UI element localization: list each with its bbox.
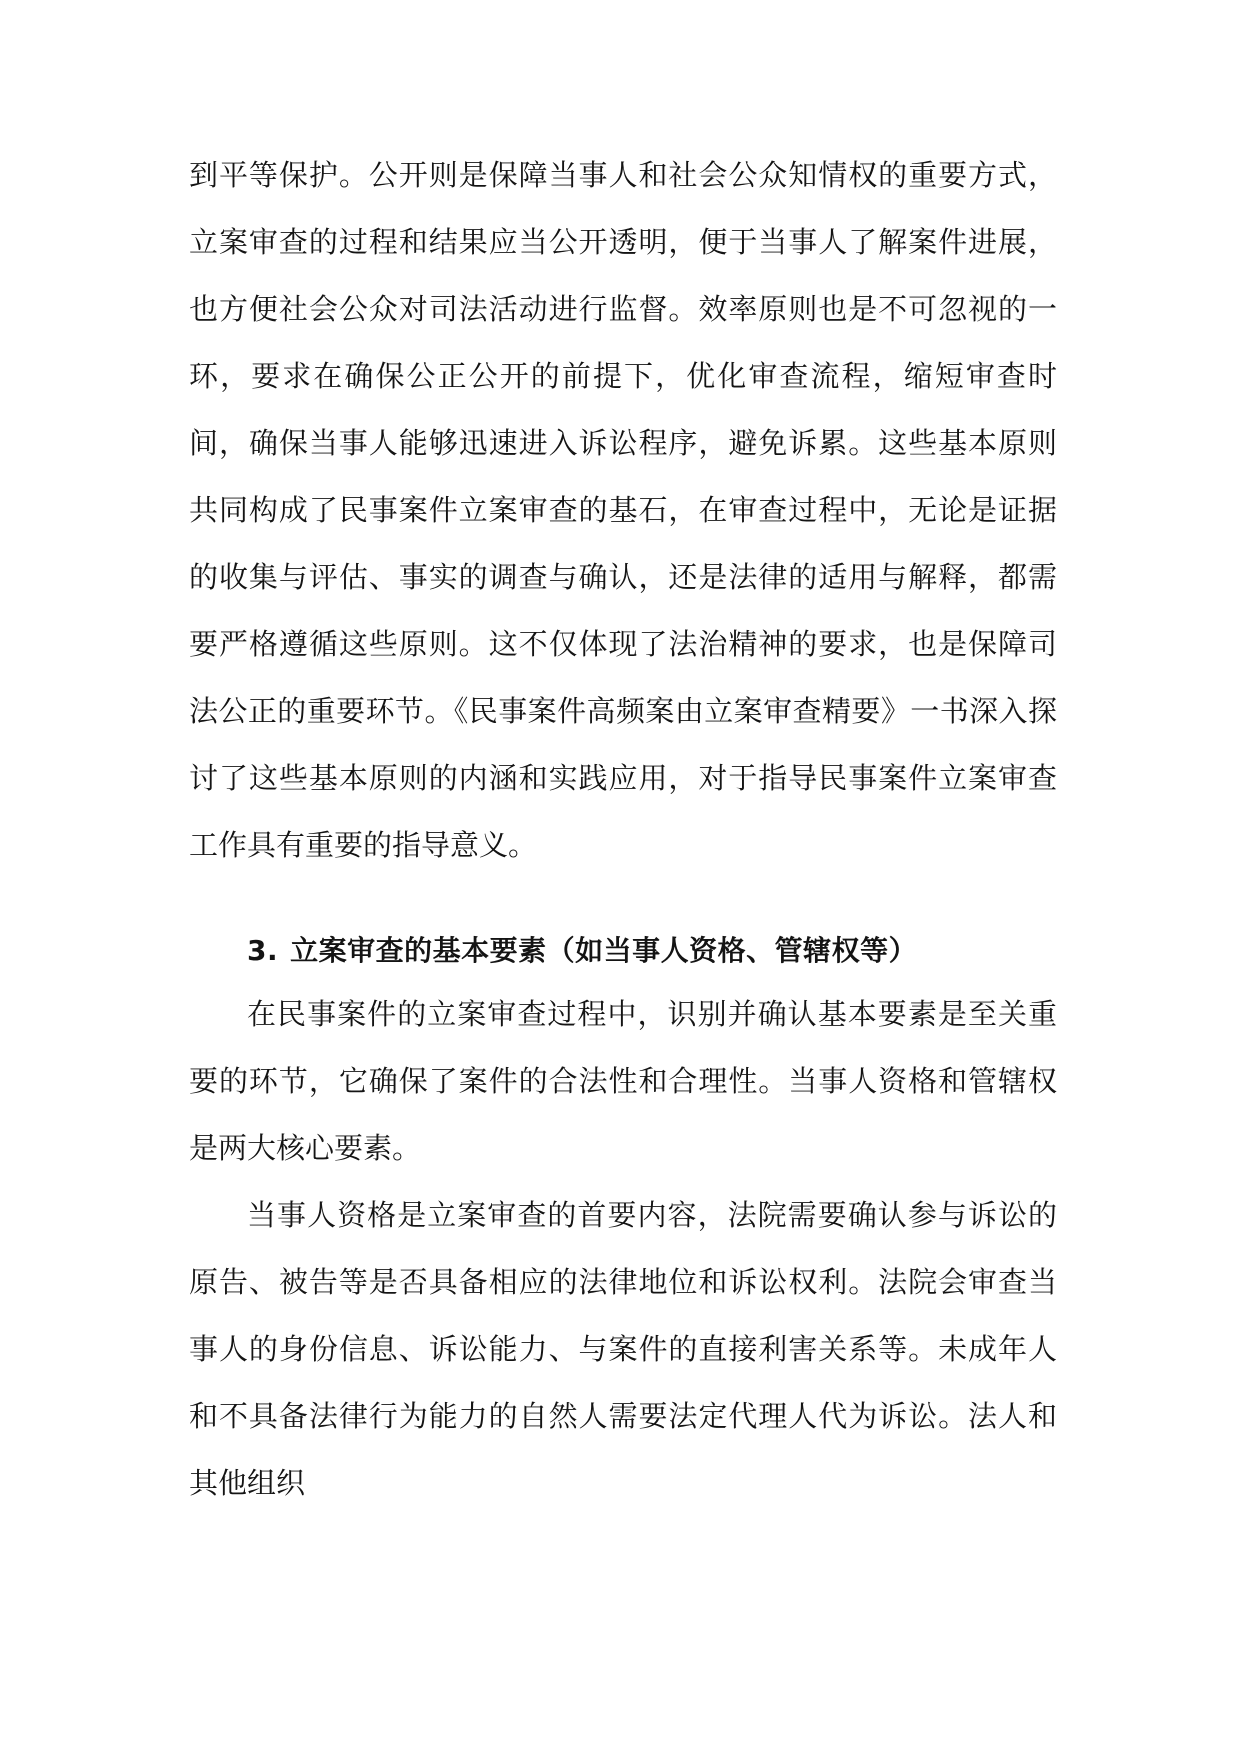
paragraph-elements-intro: 在民事案件的立案审查过程中，识别并确认基本要素是至关重要的环节，它确保了案件的合法性和合理性。当事人资格和管辖权是两大核心要素。	[189, 997, 1057, 1165]
paragraph-party-qualification: 当事人资格是立案审查的首要内容，法院需要确认参与诉讼的原告、被告等是否具备相应的法律地位和诉讼权利。法院会审查当事人的身份信息、诉讼能力、与案件的直接利害关系等。未成年人和不具备法律行为能力的自然人需要法定代理人代为诉讼。法人和其他组织	[189, 1198, 1057, 1500]
section-title: 立案审查的基本要素（如当事人资格、管辖权等）	[290, 934, 918, 967]
section-number: 3.	[247, 934, 279, 967]
page-body	[189, 142, 1057, 1517]
section-heading	[189, 921, 1057, 981]
paragraph-continued: 到平等保护。公开则是保障当事人和社会公众知情权的重要方式，立案审查的过程和结果应当公开透明，便于当事人了解案件进展，也方便社会公众对司法活动进行监督。效率原则也是不可忽视的一环，要求在确保公正公开的前提下，优化审查流程，缩短审查时间，确保当事人能够迅速进入诉讼程序，避免诉累。这些基本原则共同构成了民事案件立案审查的基石，在审查过程中，无论是证据的收集与评估、事实的调查与确认，还是法律的适用与解释，都需要严格遵循这些原则。这不仅体现了法治精神的要求，也是保障司法公正的重要环节。《民事案件高频案由立案审查精要》一书深入探讨了这些基本原则的内涵和实践应用，对于指导民事案件立案审查工作具有重要的指导意义。	[189, 158, 1057, 862]
